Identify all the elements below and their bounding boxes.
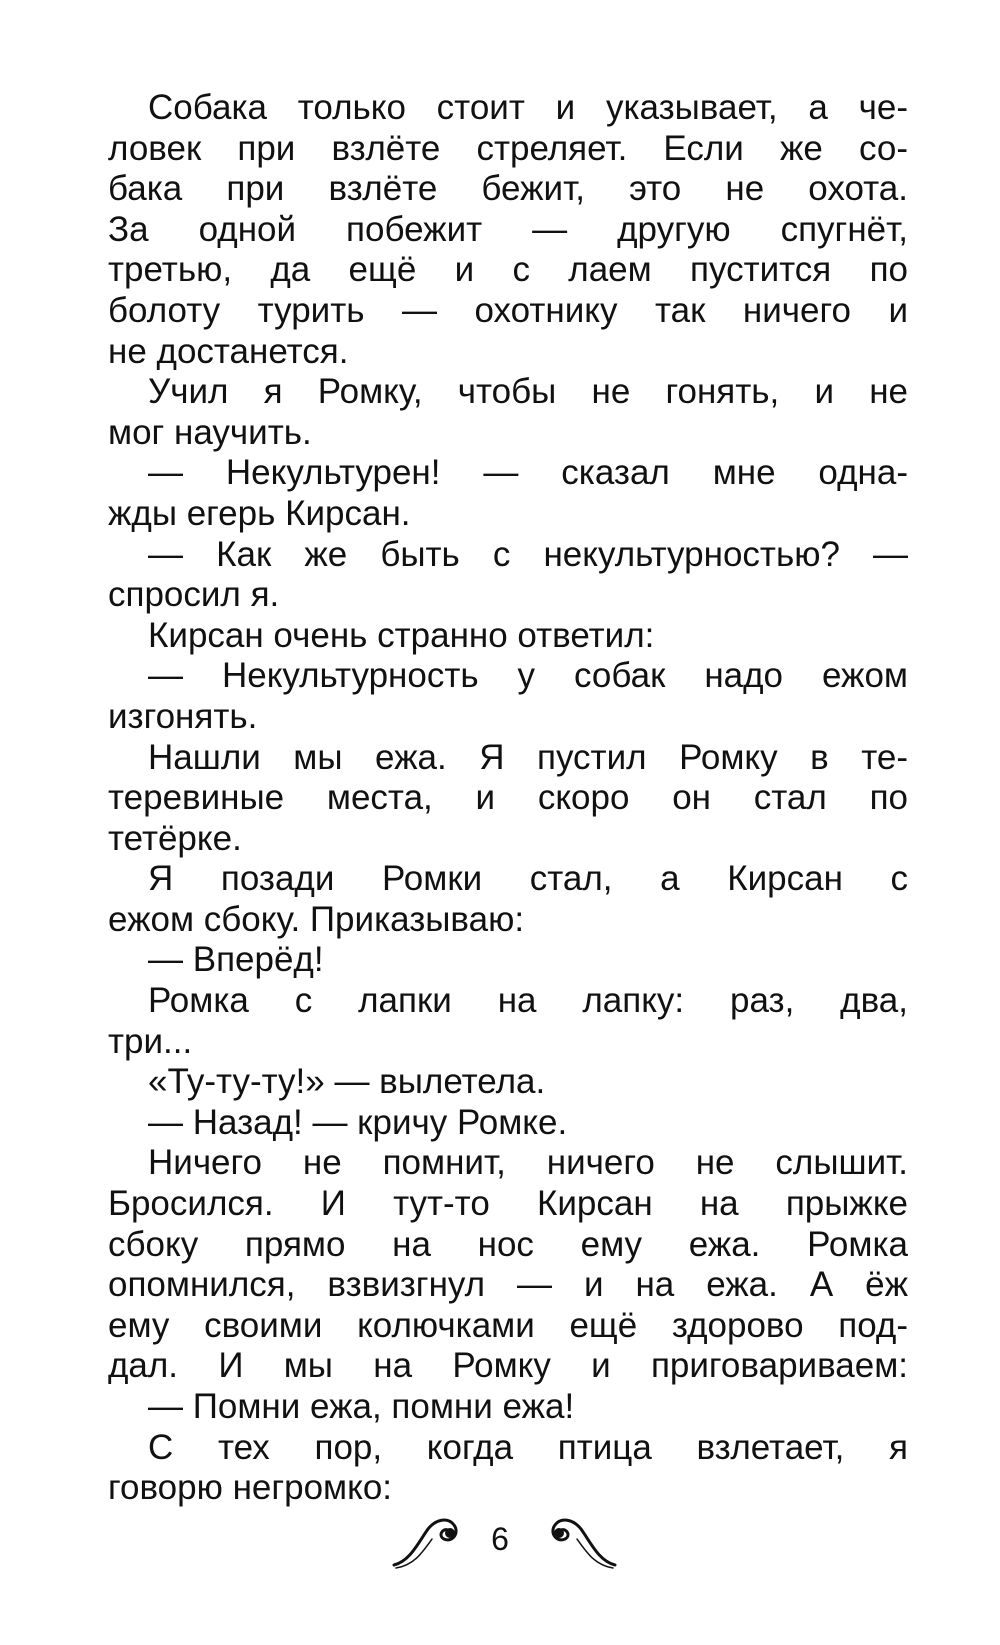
text-line: За одной побежит — другую спугнёт, bbox=[108, 209, 908, 249]
text-line: изгонять. bbox=[108, 696, 258, 736]
page-body-text bbox=[108, 88, 908, 1509]
text-line: теревиные места, и скоро он стал по bbox=[108, 778, 908, 818]
text-line: жды егерь Кирсан. bbox=[108, 493, 411, 533]
text-line: Собака только стоит и указывает, а че- bbox=[148, 88, 908, 127]
text-line: С тех пор, когда птица взлетает, я bbox=[148, 1427, 908, 1467]
text-line: — Некультурность у собак надо ежом bbox=[148, 656, 908, 696]
text-line: три... bbox=[108, 1021, 193, 1061]
text-line: тетёрке. bbox=[108, 818, 242, 858]
text-line: Я позади Ромки стал, а Кирсан с bbox=[148, 859, 908, 899]
text-line: — Помни ежа, помни ежа! bbox=[148, 1387, 575, 1426]
text-line: ежом сбоку. Приказываю: bbox=[108, 899, 525, 939]
text-line: Кирсан очень странно ответил: bbox=[148, 615, 655, 655]
text-line: Ничего не помнит, ничего не слышит. bbox=[148, 1143, 908, 1183]
text-line: опомнился, взвизгнул — и на ежа. А ёж bbox=[108, 1265, 908, 1305]
text-line: — Некультурен! — сказал мне одна- bbox=[148, 453, 908, 493]
text-line: дал. И мы на Ромку и приговариваем: bbox=[108, 1346, 908, 1386]
text-line: спросил я. bbox=[108, 575, 280, 615]
text-line: мог научить. bbox=[108, 412, 312, 452]
text-line: не достанется. bbox=[108, 331, 349, 371]
text-line: Бросился. И тут-то Кирсан на прыжке bbox=[108, 1184, 908, 1224]
text-line: ему своими колючками ещё здорово под- bbox=[108, 1305, 908, 1345]
text-line: Ромка с лапки на лапку: раз, два, bbox=[148, 981, 908, 1021]
text-line: — Как же быть с некультурностью? — bbox=[148, 534, 908, 574]
page-footer bbox=[0, 1513, 1000, 1593]
text-line: третью, да ещё и с лаем пустится по bbox=[108, 250, 908, 290]
text-line: — Назад! — кричу Ромке. bbox=[148, 1102, 568, 1142]
text-line: Нашли мы ежа. Я пустил Ромку в те- bbox=[148, 737, 908, 777]
text-line: сбоку прямо на нос ему ежа. Ромка bbox=[108, 1224, 908, 1264]
text-line: «Ту-ту-ту!» — вылетела. bbox=[148, 1062, 546, 1102]
text-line: ловек при взлёте стреляет. Если же со- bbox=[108, 128, 908, 168]
text-line: Учил я Ромку, чтобы не гонять, и не bbox=[148, 372, 908, 412]
scroll-ornament-right-icon bbox=[537, 1513, 617, 1573]
text-line: бака при взлёте бежит, это не охота. bbox=[108, 169, 908, 209]
text-line: говорю негромко: bbox=[108, 1468, 393, 1508]
scroll-ornament-left-icon bbox=[392, 1513, 472, 1573]
text-line: болоту турить — охотнику так ничего и bbox=[108, 290, 908, 330]
text-line: — Вперёд! bbox=[148, 940, 324, 980]
page-number: 6 bbox=[491, 1521, 509, 1557]
